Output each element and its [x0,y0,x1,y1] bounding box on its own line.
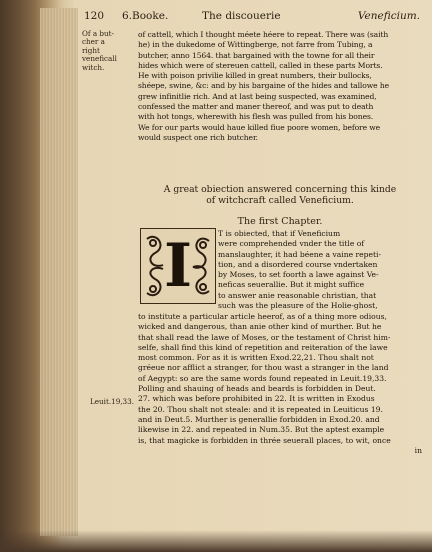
text-line: Polling and shauing of heads and beards is forbidden in Deut. [138,384,376,394]
text-line: such was the pleasure of the Holie-ghost, [218,301,378,311]
text-line: likewise in 22. and repeated in Num.35. But the aptest example [138,425,385,435]
text-line: by Moses, to set foorth a lawe against Ve- [218,270,379,280]
text-line: the 20. Thou shalt not steale: and it is repeated in Leuiticus 19. [138,404,383,414]
margin-note-line: cher a right [82,37,105,55]
text-line: selfe, shall find this kind of repetition and reiteration of the lawe [138,342,388,352]
drop-cap: I [163,231,193,301]
paragraph-2-inset [218,229,422,311]
text-line: tion, and a disordered course vndertaken [218,259,378,269]
heading-line: of witchcraft called Veneficium. [206,195,354,206]
running-header [84,10,420,26]
paragraph-2-full [138,312,422,456]
margin-note-line: Of a but- [82,29,114,38]
text-line: to institute a particular article heerof, as of a thing more odious, [138,312,387,321]
catchword: in [414,445,422,455]
text-line: butcher, anno 1564. that bargained with the towne for all their [138,50,375,60]
paragraph-1 [138,30,422,143]
chapter-title: The first Chapter. [237,216,323,227]
text-line: We for our parts would haue killed fiue poore women, before we [138,122,381,132]
text-line: 27. which was before prohibited in 22. It is written in Exodus [138,394,375,404]
section-heading [138,184,422,206]
text-line: were comprehended vnder the title of [218,239,365,249]
text-line: and in Deut.5. Murther is generallie forbidden in Exod.20. and [138,414,380,424]
text-line: grew infinitlie rich. And at last being suspected, was examined, [138,91,377,101]
text-line: confessed the matter and maner thereof, and was put to death [138,102,374,112]
decorated-initial [140,228,216,304]
heading-line: A great obiection answered concerning this kinde [163,184,397,195]
page-number: 120 [84,10,105,22]
text-line: is, that magicke is forbidden in thrée seuerall places, to wit, once [138,435,391,445]
text-line: to answer anie reasonable christian, that [218,290,377,300]
margin-note-butcher [82,30,118,72]
text-line: most common. For as it is written Exod.22,21. Thou shalt not [138,353,374,363]
margin-note-line: witch. [82,62,105,72]
text-line: He with poison privilie killed in great numbers, their bullocks, [138,71,372,81]
text-line: of Aegypt: so are the same words found repeated in Leuit.19,33. [138,373,387,383]
text-line: with hot tongs, wherewith his flesh was pulled from his bones. [138,112,374,122]
text-line: would suspect one rich butcher. [138,132,258,142]
page-edges [40,8,78,536]
text-line: he) in the dukedome of Wittingberge, not farre from Tubing, a [138,40,373,50]
text-line: wicked and dangerous, than anie other kind of murther. But he [138,322,382,332]
running-title: Veneficium. [357,10,420,22]
book-label: 6.Booke. [122,10,169,22]
text-line: hides which were of stereuen cattell, called in these parts Morts. [138,60,383,70]
margin-note-line: veneficall [82,54,117,64]
margin-note-leuit: Leuit.19,33. [90,397,134,406]
text-line: T is obiected, that if Veneficium [218,229,341,238]
text-line: gréeue nor afflict a stranger, for thou wast a stranger in the land [138,363,389,373]
text-line: manslaughter, it had béene a vaine repeti- [218,249,382,259]
header-title: The discouerie [202,10,281,22]
text-line: that shall read the lawe of Moses, or the testament of Christ him- [138,332,391,342]
text-line: neficas seuerallie. But it might suffice [218,280,365,290]
text-line: shéepe, swine, &c: and by his bargaine of the hides and tallowe he [138,81,390,91]
text-line: of cattell, which I thought méete héere to repeat. There was (saith [138,30,389,39]
page-bottom-shadow [0,530,432,552]
